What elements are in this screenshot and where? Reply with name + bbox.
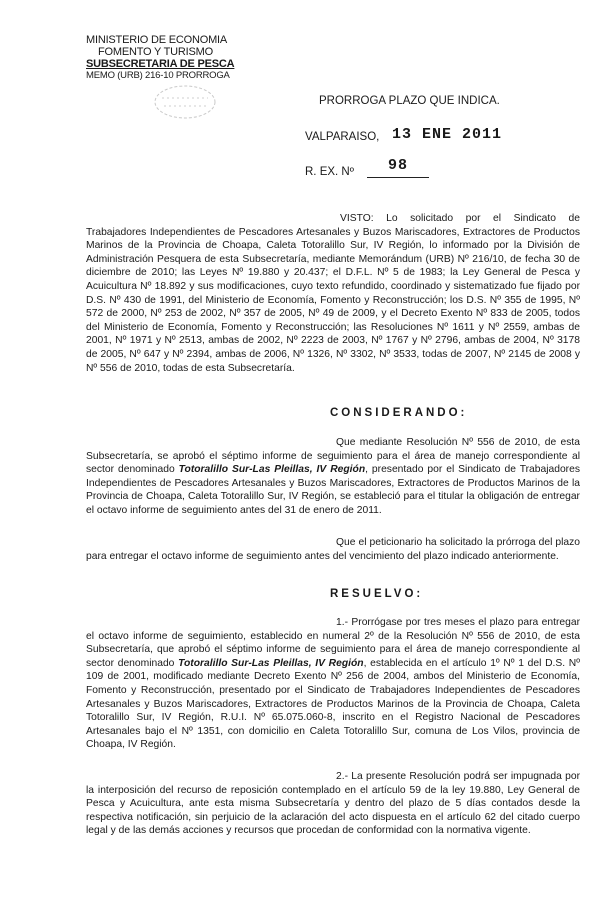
resuelvo-p2-text: 2.- La presente Resolución podrá ser impugnada por la interposición del recurso de reposición contemplado en el artículo 59 de la ley 19.880, Ley General de Pesca y Acuicultura, ante esta misma Subsecretaría y dentro del plazo de 5 días contados desde la respectiva notificación, sin perjuicio de la aclaración del acto dispuesta en el artículo 62 del citado cuerpo legal y de las demás acciones y recursos que procedan de conformidad con la normativa vigente. xyxy=(86,771,580,837)
resuelvo-heading: RESUELVO: xyxy=(330,588,424,600)
header-line-subsecretaria: SUBSECRETARIA DE PESCA xyxy=(86,58,235,70)
area-name-highlight-2: Totoralillo Sur-Las Pleillas, IV Región xyxy=(178,657,364,669)
visto-text: Lo solicitado por el Sindicato de Trabajadores Independientes de Pescadores Artesanales y Buzos Mariscadores, Extractores de Productos Marinos de la Provincia de Choapa, Caleta Totoralillo Sur, IV Región, lo informado por la División de Administración Pesquera de esta Subsecretaría, mediante Memorándum (URB) Nº 216/10, de fecha 30 de diciembre de 2010; las Leyes Nº 19.880 y 20.437; el D.F.L. Nº 5 de 1983; la Ley General de Pesca y Acuicultura Nº 18.892 y sus modificaciones, cuyo texto refundido, coordinado y sistematizado fue fijado por D.S. Nº 430 de 1991, del Ministerio de Economía, Fomento y Reconstrucción; los D.S. Nº 355 de 1995, Nº 572 de 2000, Nº 253 de 2002, Nº 357 de 2005, Nº 49 de 2009, y el Decreto Exento Nº 833 de 2005, todos del Ministerio de Economía, Fomento y Reconstrucción; las Resoluciones Nº 1611 y Nº 2559, ambas de 2001, Nº 1971 y Nº 2513, ambas de 2002, Nº 2223 de 2003, Nº 1767 y Nº 2796, ambas de 2004, Nº 3178 de 2005, Nº 647 y Nº 2394, ambas de 2006, Nº 1326, Nº 3302, Nº 3533, todas de 2007, Nº 2145 de 2008 y Nº 556 de 2010, todas de esta Subsecretaría. xyxy=(86,213,580,374)
header-line-fomento: FOMENTO Y TURISMO xyxy=(98,46,213,58)
official-stamp-mark xyxy=(150,82,220,122)
memo-reference: MEMO (URB) 216-10 PRORROGA xyxy=(86,70,230,81)
resuelvo-p1-text-b: , establecida en el artículo 1º Nº 1 del D.S. Nº 109 de 2001, modificado mediante Decreto Exento Nº 256 de 2004, ambos del Ministerio de Economía, Fomento y Reconstrucción, presentado por el Sindicato de Trabajadores Independientes de Pescadores Artesanales y Buzos Mariscadores, Extractores de Productos Marinos de la Provincia de Choapa, Caleta Totoralillo Sur, IV Región, R.U.I. Nº 65.075.060-8, inscrito en el Registro Nacional de Pescadores Artesanales bajo el Nº 1351, con domicilio en Caleta Totoralillo Sur, comuna de Los Vilos, provincia de Choapa, IV Región. xyxy=(86,657,581,751)
date-stamp: 13 ENE 2011 xyxy=(392,126,503,143)
ministry-header xyxy=(86,34,256,82)
resuelvo-p1-text-a: 1.- Prorrógase por tres meses el plazo para entregar el octavo informe de seguimiento, establecido en numeral 2º de la Resolución Nº 556 de 2010, de esta Subsecretaría, que aprobó el séptimo informe de seguimiento para el área de manejo correspondiente al sector denominado xyxy=(86,617,580,669)
area-name-highlight: Totoralillo Sur-Las Pleillas, IV Región xyxy=(178,464,366,476)
considerando-p1-text-b: , presentado por el Sindicato de Trabajadores Independientes de Pescadores Artesanales y Buzos Mariscadores, Extractores de Productos Marinos de la Provincia de Choapa, Caleta Totoralillo Sur, IV Región, se estableció para el titular la obligación de entregar el octavo informe de seguimiento antes del 31 de enero de 2011. xyxy=(86,464,580,516)
visto-label: VISTO: xyxy=(340,213,374,224)
resuelvo-paragraph-2 xyxy=(86,770,580,838)
considerando-p1-text-a: Que mediante Resolución Nº 556 de 2010, de esta Subsecretaría, se aprobó el séptimo informe de seguimiento para el área de manejo correspondiente al sector denominado xyxy=(86,437,580,476)
considerando-paragraph-1 xyxy=(86,436,580,518)
considerando-paragraph-2 xyxy=(86,536,580,563)
resolution-label: R. EX. Nº xyxy=(305,166,354,178)
header-line-ministry: MINISTERIO DE ECONOMIA xyxy=(86,34,228,46)
resolution-number-line xyxy=(367,177,429,178)
document-title: PRORROGA PLAZO QUE INDICA. xyxy=(319,95,500,107)
resuelvo-paragraph-1 xyxy=(86,616,580,752)
visto-paragraph xyxy=(86,212,580,375)
resolution-number: 98 xyxy=(388,157,409,174)
considerando-heading: CONSIDERANDO: xyxy=(330,407,468,419)
place-label: VALPARAISO, xyxy=(305,131,380,143)
considerando-p2-text: Que el peticionario ha solicitado la prórroga del plazo para entregar el octavo informe de seguimiento antes del vencimiento del plazo indicado anteriormente. xyxy=(86,537,580,562)
